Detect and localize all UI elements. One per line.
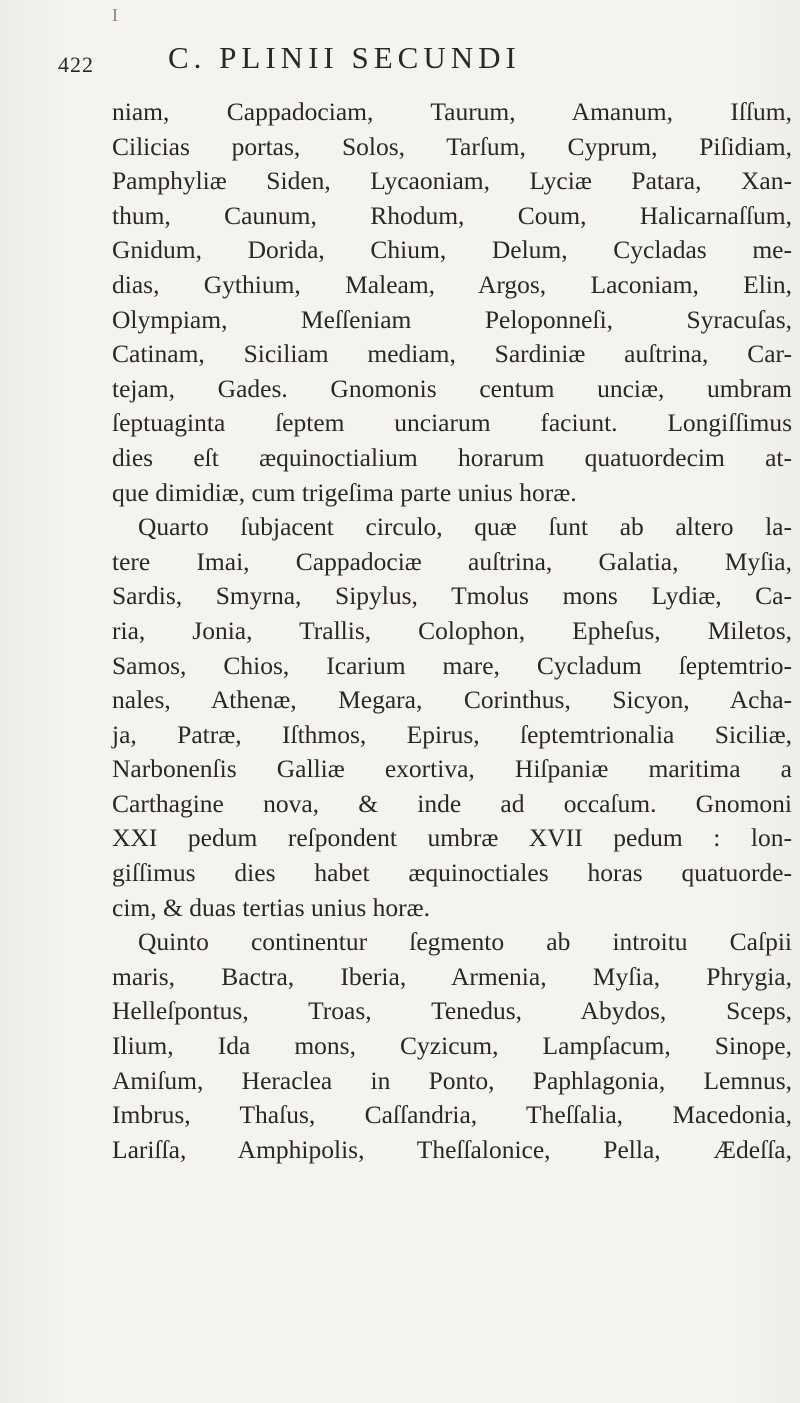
text-line: que dimidiæ, cum trigeſima parte unius horæ. — [112, 477, 577, 507]
text-line: Narbonenſis Galliæ exortiva, Hiſpaniæ maritima a — [112, 754, 792, 784]
page-header — [58, 40, 748, 90]
text-line: Samos, Chios, Icarium mare, Cycladum ſeptemtrio- — [112, 650, 792, 680]
text-line: tejam, Gades. Gnomonis centum unciæ, umbram — [112, 373, 792, 403]
text-line: ria, Jonia, Trallis, Colophon, Epheſus, Miletos, — [112, 615, 792, 645]
text-line: niam, Cappadociam, Taurum, Amanum, Iſſum, — [112, 97, 792, 126]
text-line: dias, Gythium, Maleam, Argos, Laconiam, Elin, — [112, 269, 792, 299]
text-line: Carthagine nova, & inde ad occaſum. Gnomoni — [112, 788, 792, 818]
paragraph-start-line: Quarto ſubjacent circulo, quæ ſunt ab altero la- — [138, 512, 792, 542]
text-line: ja, Patræ, Iſthmos, Epirus, ſeptemtrionalia Siciliæ, — [112, 719, 792, 749]
text-line: Cilicias portas, Solos, Tarſum, Cyprum, Piſidiam, — [112, 131, 792, 161]
text-line: tere Imai, Cappadociæ auſtrina, Galatia, Myſia, — [112, 546, 792, 576]
text-line: nales, Athenæ, Megara, Corinthus, Sicyon, Acha- — [112, 685, 792, 715]
text-line: thum, Caunum, Rhodum, Coum, Halicarnaſſum, — [112, 200, 792, 230]
text-line: Amiſum, Heraclea in Ponto, Paphlagonia, Lemnus, — [112, 1065, 792, 1095]
paragraph-start-line: Quinto continentur ſegmento ab introitu Caſpii — [138, 927, 792, 957]
text-line: XXI pedum reſpondent umbræ XVII pedum : lon- — [112, 823, 792, 853]
text-line: Catinam, Siciliam mediam, Sardiniæ auſtrina, Car- — [112, 339, 792, 369]
print-mark: I — [112, 5, 118, 25]
text-line: giſſimus dies habet æquinoctiales horas quatuorde- — [112, 858, 792, 888]
text-line: Helleſpontus, Troas, Tenedus, Abydos, Sceps, — [112, 996, 792, 1026]
text-line: Imbrus, Thaſus, Caſſandria, Theſſalia, Macedonia, — [112, 1100, 792, 1130]
text-line: Pamphyliæ Siden, Lycaoniam, Lyciæ Patara, Xan- — [112, 166, 792, 196]
text-line: Gnidum, Dorida, Chium, Delum, Cycladas me- — [112, 235, 792, 265]
text-line: ſeptuaginta ſeptem unciarum faciunt. Longiſſimus — [112, 408, 792, 438]
page-number: 422 — [58, 52, 94, 77]
text-line: dies eſt æquinoctialium horarum quatuordecim at- — [112, 442, 792, 472]
text-line: cim, & duas tertias unius horæ. — [112, 892, 431, 922]
body-text — [112, 95, 792, 1167]
text-line: Sardis, Smyrna, Sipylus, Tmolus mons Lydiæ, Ca- — [112, 581, 792, 611]
text-line: maris, Bactra, Iberia, Armenia, Myſia, Phrygia, — [112, 961, 792, 991]
text-line: Lariſſa, Amphipolis, Theſſalonice, Pella, Ædeſſa, — [112, 1134, 792, 1164]
text-line: Ilium, Ida mons, Cyzicum, Lampſacum, Sinope, — [112, 1031, 792, 1061]
running-head: C. PLINII SECUNDI — [168, 40, 521, 75]
text-line: Olympiam, Meſſeniam Peloponneſi, Syracuſas, — [112, 304, 792, 334]
